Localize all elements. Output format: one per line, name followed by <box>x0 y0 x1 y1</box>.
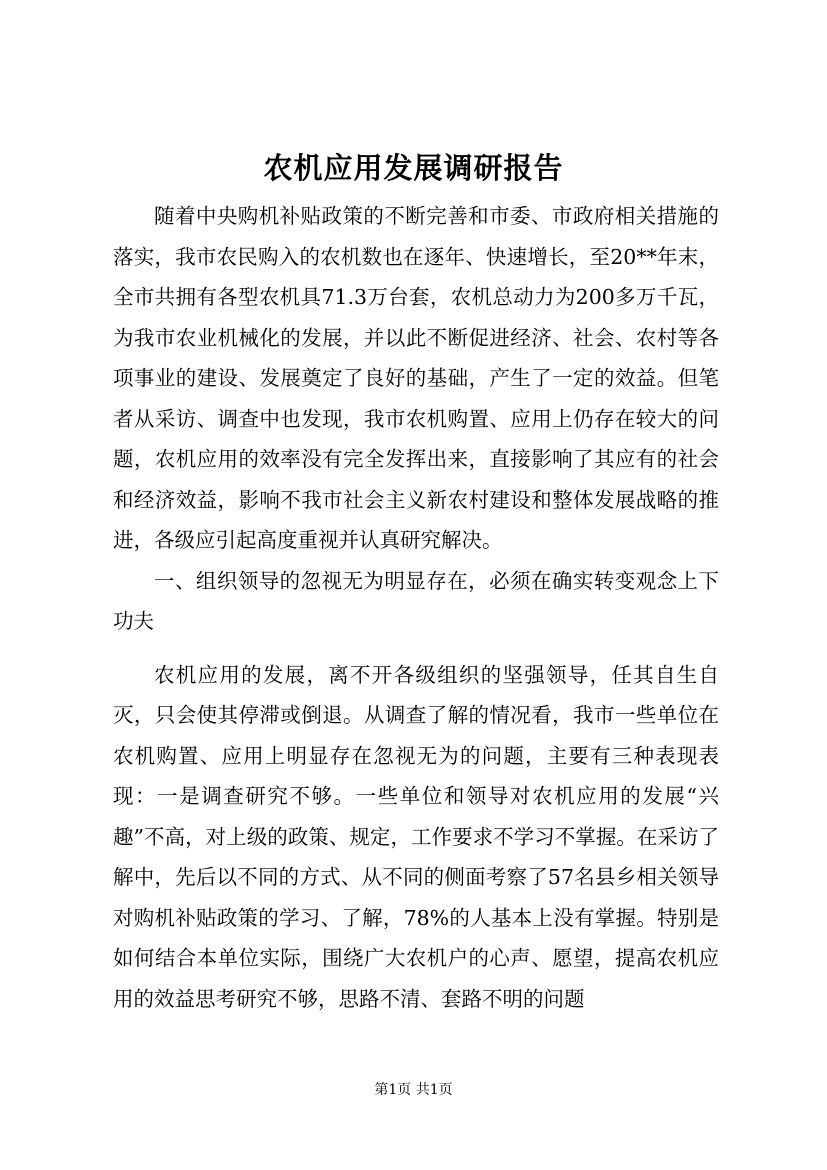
paragraph-section-1: 农机应用的发展，离不开各级组织的坚强领导，任其自生自灭，只会使其停滞或倒退。从调查了解的情况看，我市一些单位在农机购置、应用上明显存在忽视无为的问题，主要有三种表现表现：一是调查研究不够。一些单位和领导对农机应用的发展“兴趣”不高，对上级的政策、规定，工作要求不学习不掌握。在采访了解中，先后以不同的方式、从不同的侧面考察了57名县乡相关领导对购机补贴政策的学习、了解，78%的人基本上没有掌握。特别是如何结合本单位实际，围绕广大农机户的心声、愿望，提高农机应用的效益思考研究不够，思路不清、套路不明的问题 <box>113 662 719 1011</box>
section-heading-1: 一、组织领导的忽视无为明显存在，必须在确实转变观念上下功夫 <box>113 568 719 633</box>
document-title: 农机应用发展调研报告 <box>263 151 564 185</box>
page-footer: 第1页 共1页 <box>374 1082 453 1098</box>
paragraph-intro: 随着中央购机补贴政策的不断完善和市委、市政府相关措施的落实，我市农民购入的农机数也在逐年、快速增长，至20**年末，全市共拥有各型农机具71.3万台套，农机总动力为200多万千瓦，为我市农业机械化的发展，并以此不断促进经济、社会、农村等各项事业的建设、发展奠定了良好的基础，产生了一定的效益。但笔者从采访、调查中也发现，我市农机购置、应用上仍存在较大的问题，农机应用的效率没有完全发挥出来，直接影响了其应有的社会和经济效益，影响不我市社会主义新农村建设和整体发展战略的推进，各级应引起高度重视并认真研究解决。 <box>113 204 719 552</box>
document-body <box>113 196 719 1019</box>
